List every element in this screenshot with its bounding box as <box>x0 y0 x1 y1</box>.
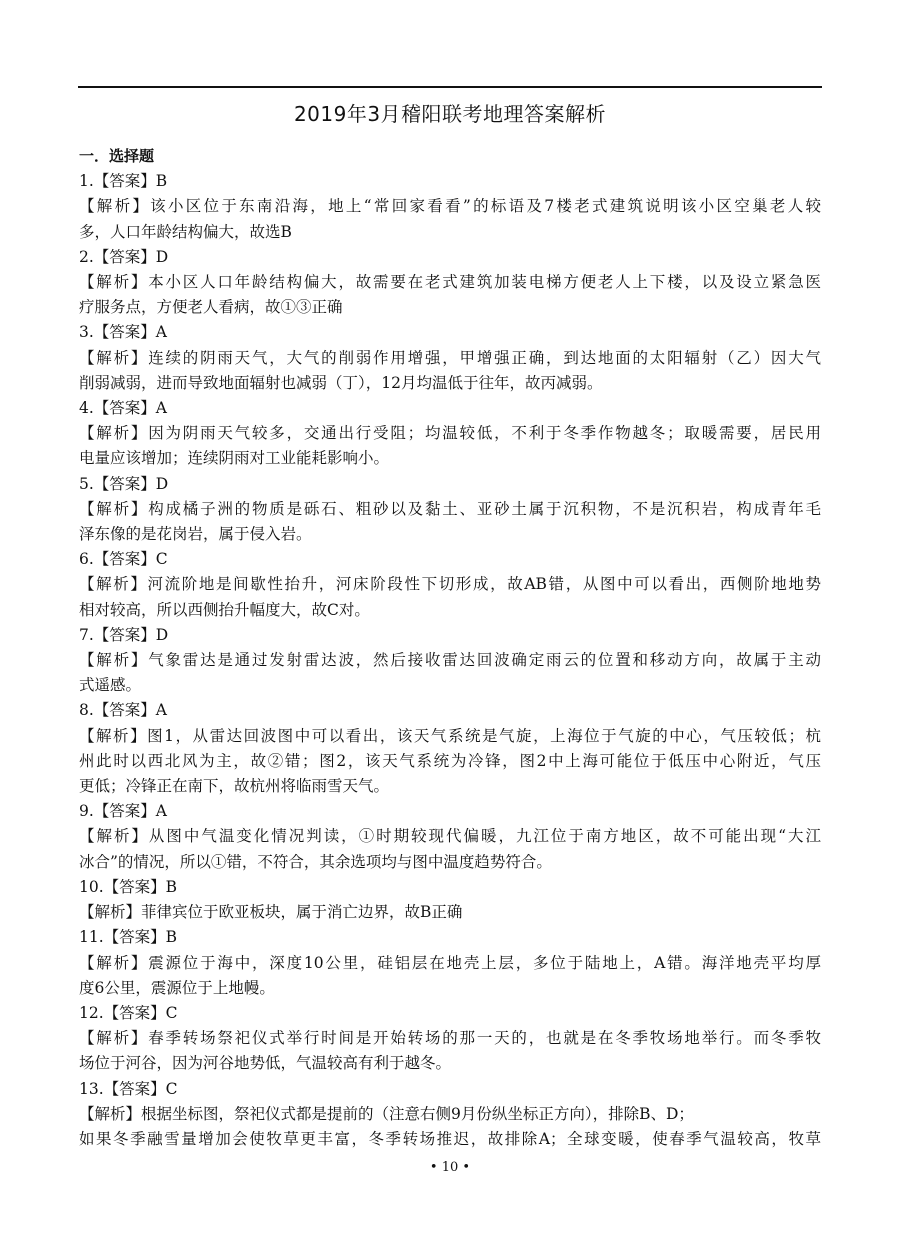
page-title: 2019年3月稽阳联考地理答案解析 <box>293 102 607 126</box>
analysis-line: 州此时以西北风为主，故②错；图2，该天气系统为冷锋，图2中上海可能位于低压中心附近，气压 <box>79 751 821 770</box>
answer-line: 8.【答案】A <box>79 701 167 720</box>
analysis-line: 泽东像的是花岗岩，属于侵入岩。 <box>79 525 312 544</box>
analysis-line: 【解析】从图中气温变化情况判读，①时期较现代偏暖，九江位于南方地区，故不可能出现“大江 <box>79 827 821 846</box>
analysis-line: 相对较高，所以西侧抬升幅度大，故C对。 <box>79 600 370 619</box>
answer-line: 12.【答案】C <box>79 1003 178 1022</box>
analysis-line: 【解析】因为阴雨天气较多，交通出行受阻；均温较低，不利于冬季作物越冬；取暖需要，居民用 <box>79 424 821 443</box>
analysis-line: 更低；冷锋正在南下，故杭州将临雨雪天气。 <box>79 777 390 796</box>
question-8 <box>79 698 821 799</box>
analysis-line: 削弱减弱，进而导致地面辐射也减弱（丁），12月均温低于往年，故丙减弱。 <box>79 373 603 392</box>
answer-line: 9.【答案】A <box>79 802 167 821</box>
answer-line: 6.【答案】C <box>79 550 168 569</box>
analysis-line: 如果冬季融雪量增加会使牧草更丰富，冬季转场推迟，故排除A；全球变暖，使春季气温较高，牧草 <box>79 1129 821 1148</box>
answer-line: 5.【答案】D <box>79 474 169 493</box>
analysis-line: 疗服务点，方便老人看病，故①③正确 <box>79 298 343 317</box>
document-body <box>79 144 821 1152</box>
answer-line: 1.【答案】B <box>79 172 168 191</box>
answer-line: 7.【答案】D <box>79 625 169 644</box>
analysis-line: 【解析】本小区人口年龄结构偏大，故需要在老式建筑加装电梯方便老人上下楼，以及设立紧急医 <box>79 273 821 292</box>
analysis-line: 度6公里，震源位于上地幔。 <box>79 978 275 997</box>
analysis-line: 冰合”的情况，所以①错，不符合，其余选项均与图中温度趋势符合。 <box>79 852 552 871</box>
analysis-line: 【解析】河流阶地是间歇性抬升，河床阶段性下切形成，故AB错，从图中可以看出，西侧阶地地势 <box>79 575 821 594</box>
question-6 <box>79 547 821 623</box>
analysis-line: 【解析】根据坐标图，祭祀仪式都是提前的（注意右侧9月份纵坐标正方向），排除B、D； <box>79 1104 694 1123</box>
analysis-line: 电量应该增加；连续阴雨对工业能耗影响小。 <box>79 449 390 468</box>
top-rule <box>78 86 822 88</box>
analysis-line: 【解析】震源位于海中，深度10公里，硅铝层在地壳上层，多位于陆地上，A错。海洋地壳平均厚 <box>79 953 821 972</box>
question-7 <box>79 623 821 699</box>
analysis-line: 【解析】连续的阴雨天气，大气的削弱作用增强，甲增强正确，到达地面的太阳辐射（乙）因大气 <box>79 348 821 367</box>
analysis-line: 【解析】气象雷达是通过发射雷达波，然后接收雷达回波确定雨云的位置和移动方向，故属于主动 <box>79 651 821 670</box>
answer-line: 4.【答案】A <box>79 399 167 418</box>
analysis-line: 【解析】图1，从雷达回波图中可以看出，该天气系统是气旋，上海位于气旋的中心，气压较低；杭 <box>79 726 821 745</box>
answer-line: 3.【答案】A <box>79 323 167 342</box>
question-4 <box>79 396 821 472</box>
analysis-line: 式遥感。 <box>79 676 142 695</box>
question-5 <box>79 472 821 548</box>
analysis-line: 多，人口年龄结构偏大，故选B <box>79 222 292 241</box>
answer-line: 10.【答案】B <box>79 877 178 896</box>
question-1 <box>79 169 821 245</box>
answer-line: 13.【答案】C <box>79 1079 178 1098</box>
analysis-line: 【解析】春季转场祭祀仪式举行时间是开始转场的那一天的，也就是在冬季牧场地举行。而冬季牧 <box>79 1029 821 1048</box>
question-12 <box>79 1001 821 1077</box>
question-11 <box>79 925 821 1001</box>
analysis-line: 【解析】菲律宾位于欧亚板块，属于消亡边界，故B正确 <box>79 903 463 922</box>
analysis-line: 【解析】该小区位于东南沿海，地上“常回家看看”的标语及7楼老式建筑说明该小区空巢老人较 <box>79 197 821 216</box>
page-number: • 10 • <box>429 1160 471 1175</box>
question-13 <box>79 1077 821 1153</box>
analysis-line: 场位于河谷，因为河谷地势低，气温较高有利于越冬。 <box>79 1054 452 1073</box>
answer-line: 2.【答案】D <box>79 247 169 266</box>
question-10 <box>79 875 821 925</box>
answer-line: 11.【答案】B <box>79 928 178 947</box>
question-2 <box>79 245 821 321</box>
section-title: 一．选择题 <box>79 147 155 165</box>
question-3 <box>79 320 821 396</box>
analysis-line: 【解析】构成橘子洲的物质是砾石、粗砂以及黏土、亚砂土属于沉积物，不是沉积岩，构成青年毛 <box>79 499 821 518</box>
question-9 <box>79 799 821 875</box>
